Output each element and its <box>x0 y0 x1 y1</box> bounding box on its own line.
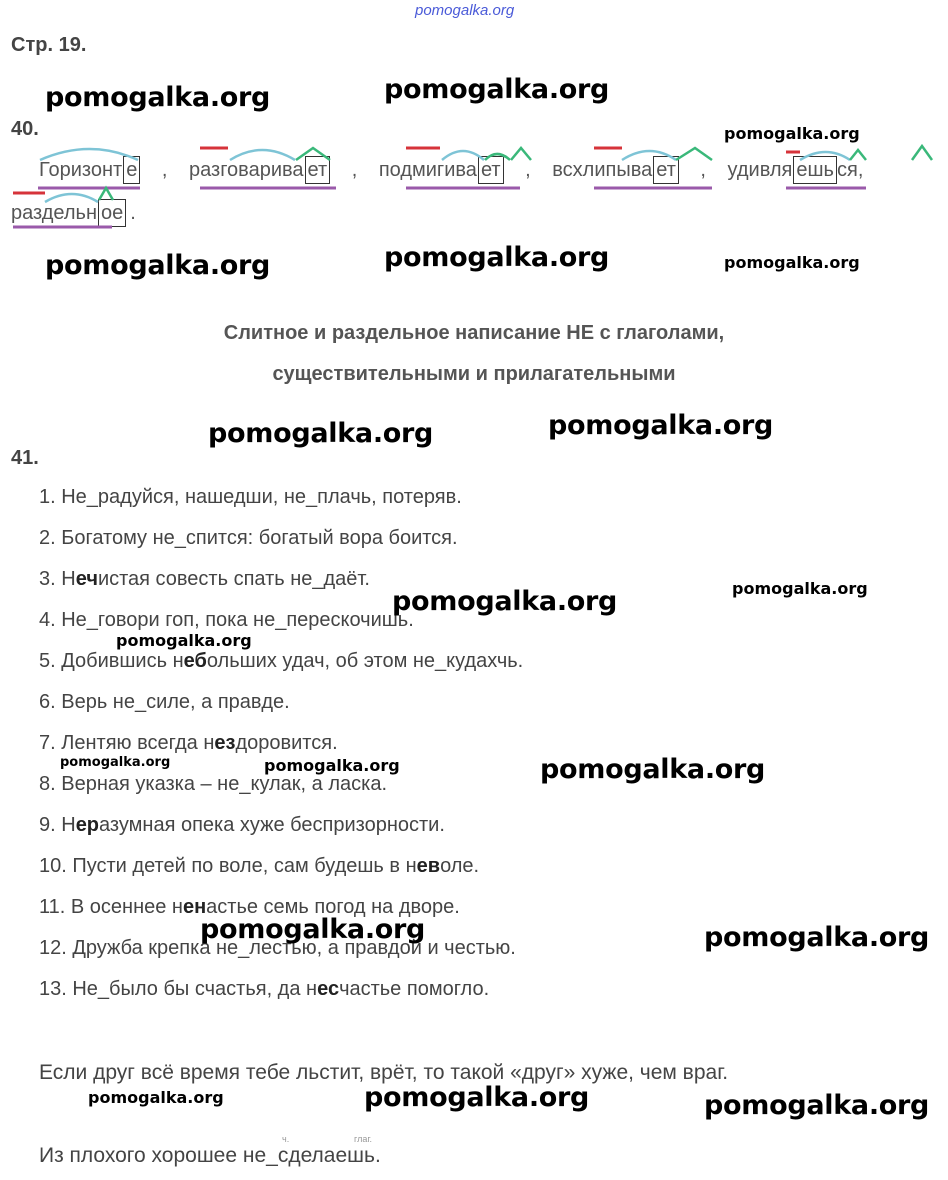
bold-letters: ес <box>317 978 340 1000</box>
word-parse <box>728 156 858 184</box>
proverb-item: 9. Неразумная опека хуже беспризорности. <box>39 814 445 836</box>
watermark: pomogalka.org <box>45 250 271 281</box>
bold-letters: еб <box>183 650 207 672</box>
watermark: pomogalka.org <box>200 914 426 945</box>
watermark: pomogalka.org <box>724 253 860 272</box>
watermark: pomogalka.org <box>88 1088 224 1107</box>
proverb-item: 3. Нечистая совесть спать не_даёт. <box>39 568 370 590</box>
watermark: pomogalka.org <box>208 418 434 449</box>
section-heading-line2: существительными и прилагательными <box>272 363 676 385</box>
exercise-41-number: 41. <box>11 447 39 469</box>
proverb-item: 7. Лентяю всегда нездоровится. <box>39 732 338 754</box>
watermark: pomogalka.org <box>116 631 252 650</box>
conclusion-text: Если друг всё время тебе льстит, врёт, то такой «друг» хуже, чем враг. <box>39 1061 729 1084</box>
exercise-40-row1 <box>39 156 863 184</box>
proverb-item: 10. Пусти детей по воле, сам будешь в неволе. <box>39 855 480 877</box>
comma: , <box>700 159 706 181</box>
period: . <box>130 202 136 224</box>
bold-letters: ев <box>416 855 441 877</box>
proverb-item: 13. Не_было бы счастья, да несчастье помогло. <box>39 978 490 1000</box>
word-stem: всхлипыва <box>552 159 653 181</box>
bold-letters: ер <box>75 814 100 836</box>
proverb-item: 6. Верь не_силе, а правде. <box>39 691 290 713</box>
watermark: pomogalka.org <box>704 1090 930 1121</box>
proverb-item: 4. Не_говори гоп, пока не_перескочишь. <box>39 609 414 631</box>
word-ending: ет <box>653 156 679 184</box>
watermark: pomogalka.org <box>384 242 610 273</box>
word-parse <box>379 156 504 184</box>
conclusion-text: Из плохого хорошее не_сделаешь. <box>39 1144 381 1167</box>
word-ending: ет <box>305 156 331 184</box>
watermark: pomogalka.org <box>45 82 271 113</box>
watermark: pomogalka.org <box>704 922 930 953</box>
bold-letters: ен <box>182 896 207 918</box>
proverb-item: 5. Добившись небольших удач, об этом не_кудахчь. <box>39 650 524 672</box>
comma: , <box>161 159 168 181</box>
proverb-item: 2. Богатому не_спится: богатый вора боится. <box>39 527 458 549</box>
word-ending: ешь <box>793 156 837 184</box>
watermark: pomogalka.org <box>364 1082 590 1113</box>
word-ending: е <box>123 156 140 184</box>
watermark: pomogalka.org <box>392 586 618 617</box>
watermark: pomogalka.org <box>540 754 766 785</box>
morpheme-marks <box>0 0 948 240</box>
comma: , <box>351 159 358 181</box>
word-stem: разговарива <box>189 159 304 181</box>
page-header: Стр. 19. <box>11 34 87 56</box>
part-of-speech-label: глаг. <box>354 1134 373 1144</box>
word-ending: ое <box>98 199 126 227</box>
watermark: pomogalka.org <box>724 124 860 143</box>
word-parse <box>39 156 140 184</box>
exercise-40-row2 <box>11 199 136 227</box>
watermark: pomogalka.org <box>60 755 171 770</box>
word-postfix: ся <box>836 159 858 181</box>
word-parse <box>11 199 126 227</box>
watermark: pomogalka.org <box>384 74 610 105</box>
proverb-item: 1. Не_радуйся, нашедши, не_плачь, потеряв. <box>39 486 462 508</box>
bold-letters: ез <box>214 732 236 754</box>
section-heading-line1: Слитное и раздельное написание НЕ с глаголами, <box>223 322 725 344</box>
exercise-40-number: 40. <box>11 118 39 140</box>
word-stem: раздельн <box>11 202 98 224</box>
word-ending: ет <box>478 156 504 184</box>
word-stem: подмигива <box>378 159 477 181</box>
word-stem: Горизонт <box>39 159 123 181</box>
watermark: pomogalka.org <box>264 756 400 775</box>
comma: , <box>857 159 864 181</box>
word-parse <box>189 156 330 184</box>
top-watermark: pomogalka.org <box>415 2 515 19</box>
word-parse <box>552 156 679 184</box>
proverb-item: 12. Дружба крепка не_лестью, а правдой и честью. <box>39 937 516 959</box>
watermark: pomogalka.org <box>732 579 868 598</box>
word-stem: удивля <box>727 159 793 181</box>
proverb-item: 8. Верная указка – не_кулак, а ласка. <box>39 773 388 795</box>
bold-letters: еч <box>75 568 98 590</box>
part-of-speech-label: ч. <box>282 1134 290 1144</box>
proverb-item: 11. В осеннее ненастье семь погод на дворе. <box>39 896 460 918</box>
comma: , <box>525 159 531 181</box>
watermark: pomogalka.org <box>548 410 774 441</box>
postfix-mark <box>912 146 932 160</box>
